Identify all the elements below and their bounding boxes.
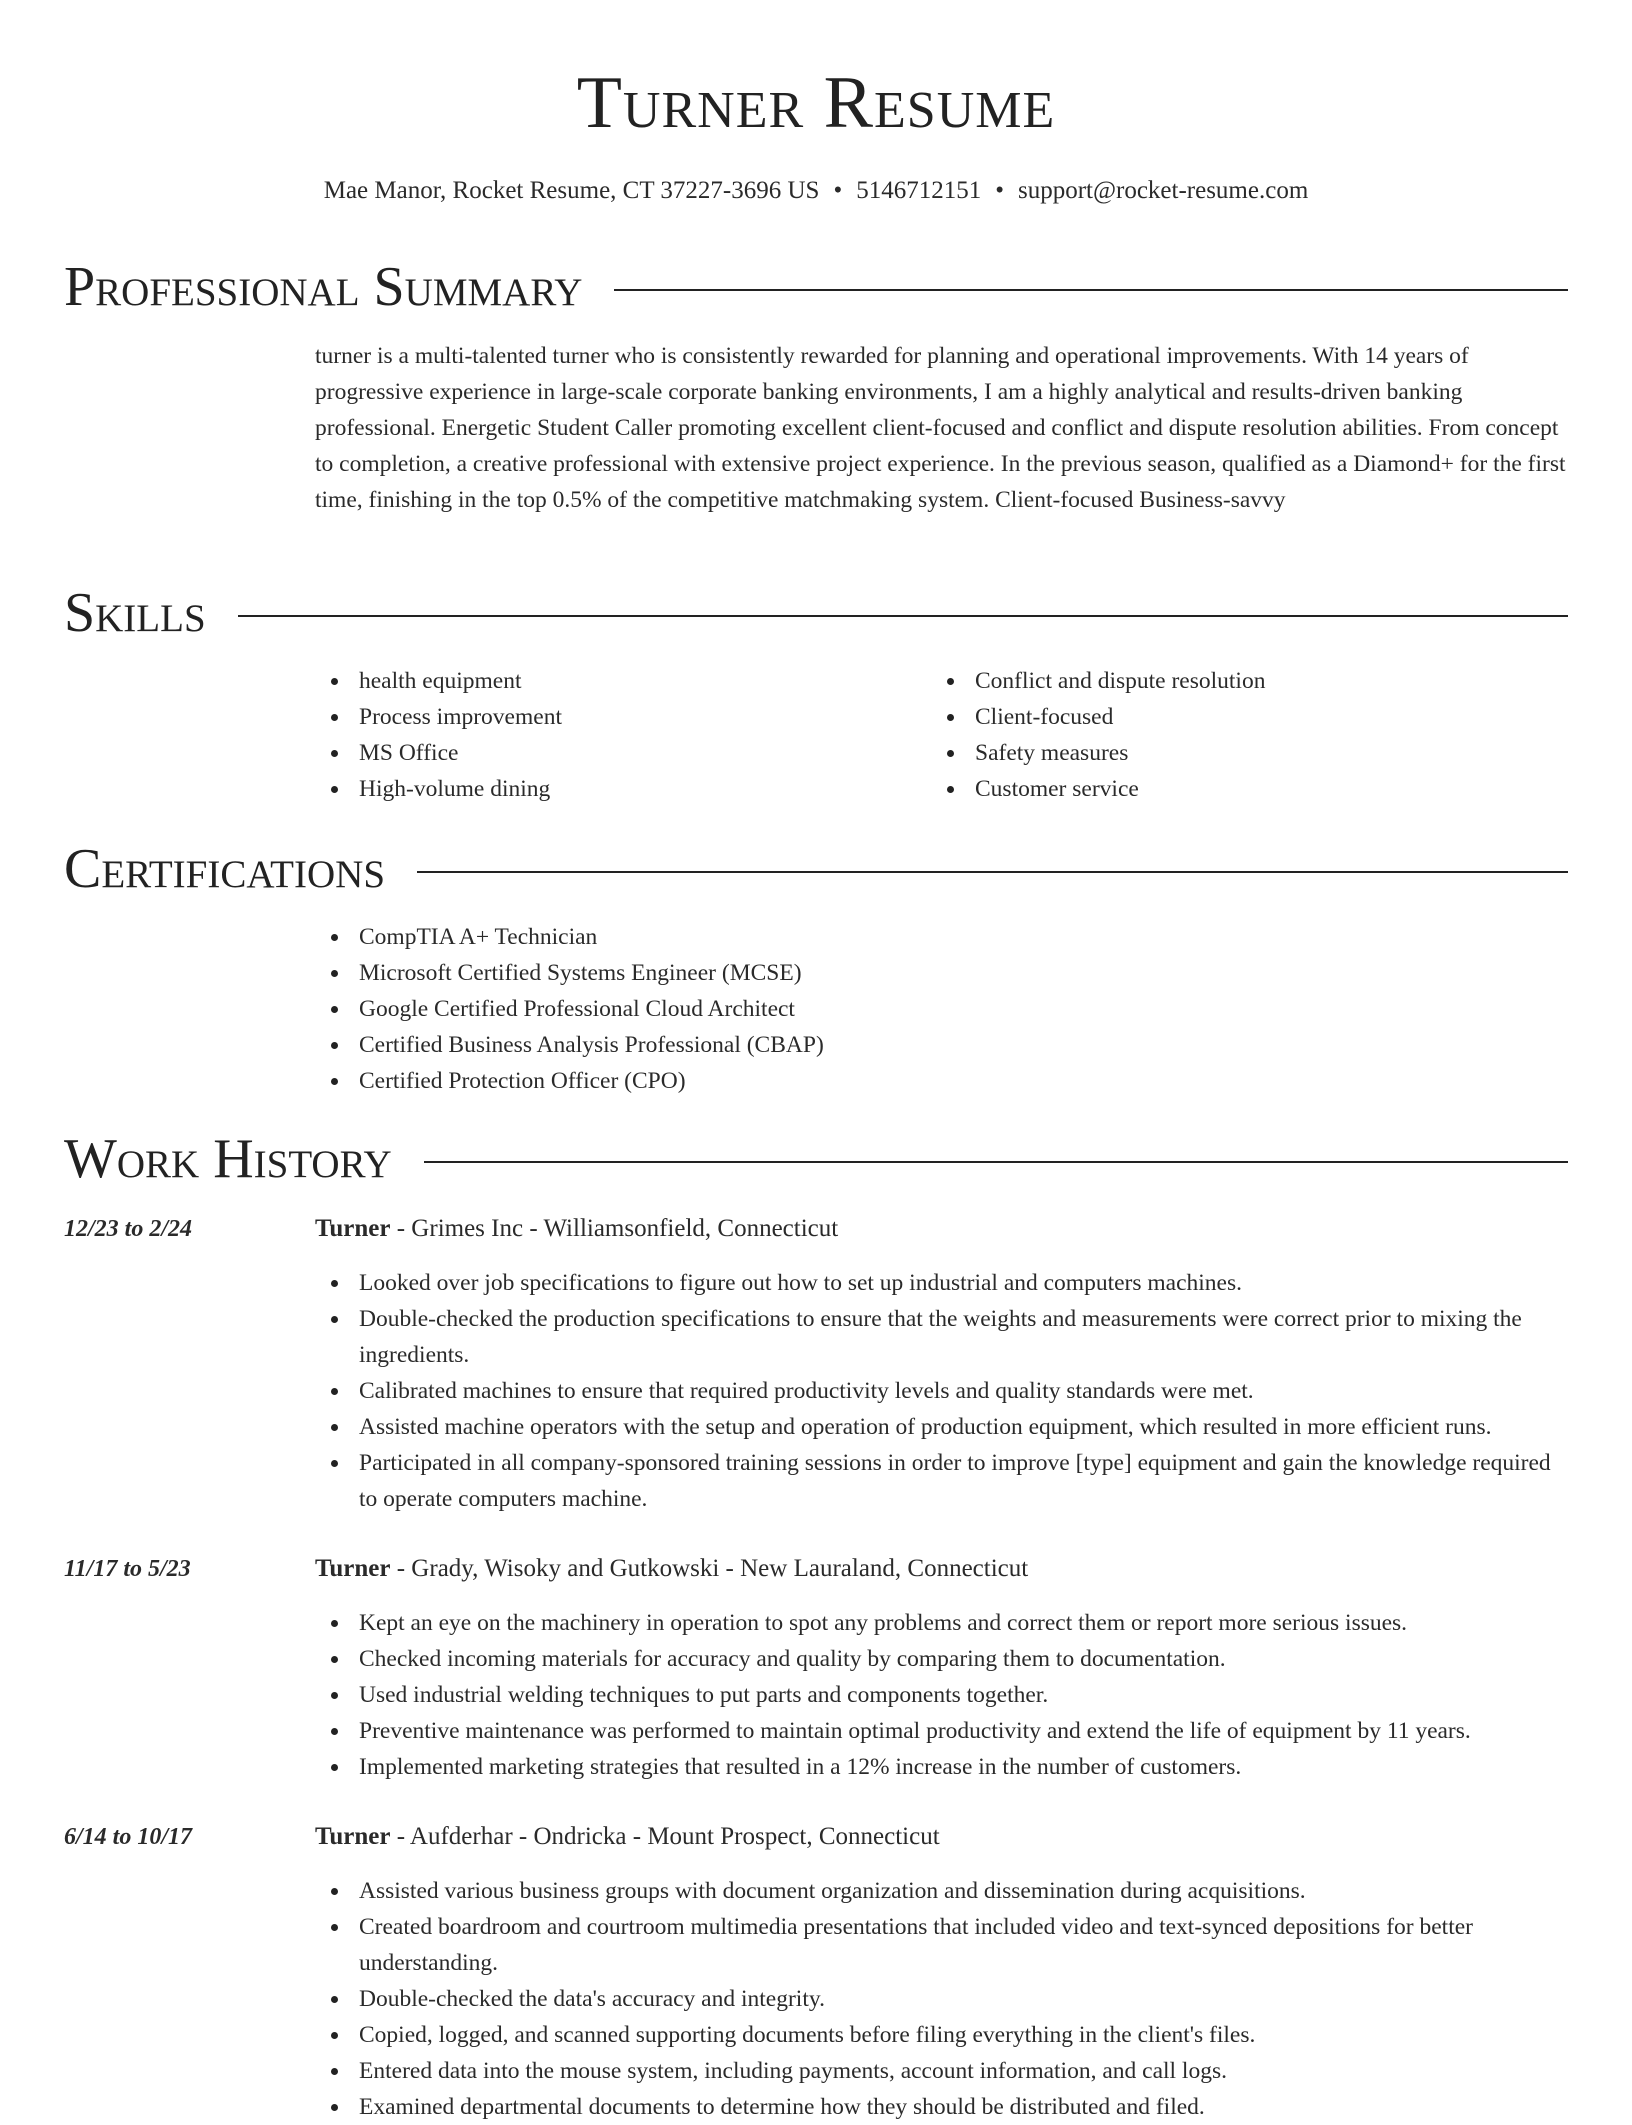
section-divider <box>238 615 1568 617</box>
certifications-heading: Certifications <box>64 838 386 900</box>
contact-email: support@rocket-resume.com <box>1017 177 1309 204</box>
skill-item: Conflict and dispute resolution <box>975 663 1547 699</box>
job-role: Turner <box>315 1823 391 1850</box>
certification-item: Certified Business Analysis Professional (CBAP) <box>359 1027 1568 1063</box>
job-employer: - Grady, Wisoky and Gutkowski - New Lauraland, Connecticut <box>390 1555 1029 1582</box>
job-bullet: Preventive maintenance was performed to maintain optimal productivity and extend the life of equipment by 11 years. <box>359 1713 1568 1749</box>
resume-name: Turner Resume <box>576 62 1056 144</box>
job-role: Turner <box>315 1215 391 1242</box>
job-title-line <box>315 1819 940 1855</box>
job-title-line <box>315 1211 838 1247</box>
skills-column-right <box>931 663 1547 807</box>
job-bullet: Calibrated machines to ensure that required productivity levels and quality standards were met. <box>359 1373 1568 1409</box>
skill-item: Client-focused <box>975 699 1547 735</box>
job-bullet: Copied, logged, and scanned supporting documents before filing everything in the client's files. <box>359 2017 1568 2053</box>
job-bullet: Participated in all company-sponsored training sessions in order to improve [type] equipment and gain the knowledge required to operate computers machine. <box>359 1445 1568 1517</box>
skill-item: High-volume dining <box>359 771 931 807</box>
contact-line <box>0 174 1632 208</box>
job-bullets <box>315 1873 1568 2125</box>
skills-column-left <box>315 663 931 807</box>
job-bullet: Entered data into the mouse system, including payments, account information, and call logs. <box>359 2053 1568 2089</box>
job-bullet: Implemented marketing strategies that resulted in a 12% increase in the number of customers. <box>359 1749 1568 1785</box>
certification-item: Google Certified Professional Cloud Architect <box>359 991 1568 1027</box>
section-divider <box>424 1161 1568 1163</box>
job-title-line <box>315 1551 1028 1587</box>
contact-address: Mae Manor, Rocket Resume, CT 37227-3696 US <box>323 177 820 204</box>
job-bullet: Examined departmental documents to determine how they should be distributed and filed. <box>359 2089 1568 2125</box>
skill-item: Safety measures <box>975 735 1547 771</box>
skill-item: MS Office <box>359 735 931 771</box>
job-dates: 6/14 to 10/17 <box>64 1824 193 1850</box>
summary-heading: Professional Summary <box>64 256 583 318</box>
contact-separator: • <box>833 177 843 204</box>
certifications-list <box>315 919 1568 1099</box>
job-bullet: Double-checked the data's accuracy and integrity. <box>359 1981 1568 2017</box>
certification-item: CompTIA A+ Technician <box>359 919 1568 955</box>
certification-item: Microsoft Certified Systems Engineer (MCSE) <box>359 955 1568 991</box>
job-bullets <box>315 1605 1568 1785</box>
contact-phone: 5146712151 <box>856 177 982 204</box>
section-divider <box>614 289 1568 291</box>
skill-item: Process improvement <box>359 699 931 735</box>
job-employer: - Grimes Inc - Williamsonfield, Connecticut <box>390 1215 839 1242</box>
job-bullet: Created boardroom and courtroom multimedia presentations that included video and text-synced depositions for better understanding. <box>359 1909 1568 1981</box>
section-divider <box>417 871 1568 873</box>
certifications-section-header <box>64 837 1568 901</box>
contact-separator: • <box>995 177 1004 204</box>
job-bullet: Assisted machine operators with the setup and operation of production equipment, which resulted in more efficient runs. <box>359 1409 1568 1445</box>
skills-list <box>315 663 1568 807</box>
job-role: Turner <box>315 1555 391 1582</box>
job-dates: 11/17 to 5/23 <box>64 1556 191 1582</box>
job-bullet: Used industrial welding techniques to put parts and components together. <box>359 1677 1568 1713</box>
skill-item: health equipment <box>359 663 931 699</box>
job-bullet: Looked over job specifications to figure out how to set up industrial and computers machines. <box>359 1265 1568 1301</box>
skills-section-header <box>64 581 1568 645</box>
job-bullet: Double-checked the production specifications to ensure that the weights and measurements were correct prior to mixing the ingredients. <box>359 1301 1568 1373</box>
certification-item: Certified Protection Officer (CPO) <box>359 1063 1568 1099</box>
skills-heading: Skills <box>64 582 206 644</box>
skill-item: Customer service <box>975 771 1547 807</box>
summary-text: turner is a multi-talented turner who is consistently rewarded for planning and operational improvements. With 14 years of progressive experience in large-scale corporate banking environments, I am a highly analytical and results-driven banking professional. Energetic Student Caller promoting excellent client-focused and conflict and dispute resolution abilities. From concept to completion, a creative professional with extensive project experience. In the previous season, qualified as a Diamond+ for the first time, finishing in the top 0.5% of the competitive matchmaking system. Client-focused Business-savvy <box>315 343 1566 513</box>
job-bullets <box>315 1265 1568 1517</box>
job-bullet: Assisted various business groups with document organization and dissemination during acquisitions. <box>359 1873 1568 1909</box>
work-history-heading: Work History <box>64 1128 392 1190</box>
summary-section-header <box>64 255 1568 319</box>
job-employer: - Aufderhar - Ondricka - Mount Prospect, Connecticut <box>390 1823 940 1850</box>
job-bullet: Checked incoming materials for accuracy and quality by comparing them to documentation. <box>359 1641 1568 1677</box>
job-bullet: Kept an eye on the machinery in operation to spot any problems and correct them or report more serious issues. <box>359 1605 1568 1641</box>
work-history-section-header <box>64 1127 1568 1191</box>
job-dates: 12/23 to 2/24 <box>64 1216 193 1242</box>
